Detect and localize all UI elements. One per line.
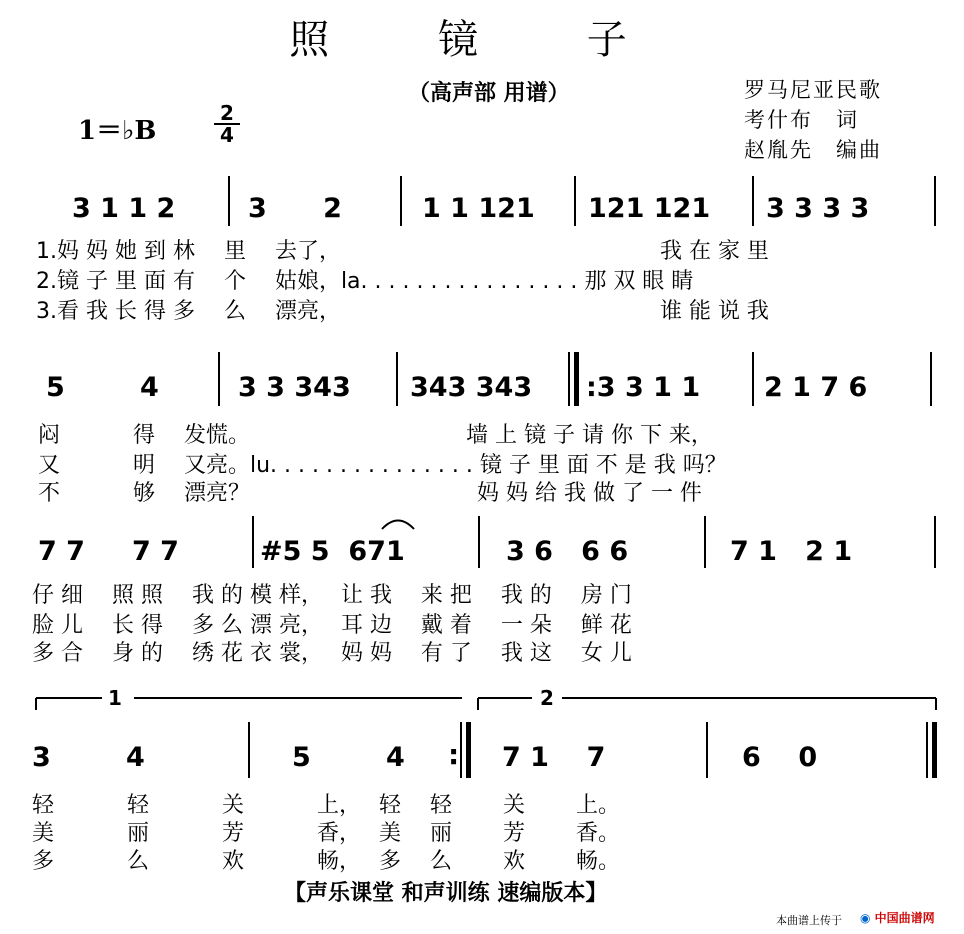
barline xyxy=(706,722,708,778)
barline xyxy=(218,352,220,406)
subtitle: （高声部 用谱） xyxy=(408,81,570,106)
barline xyxy=(574,176,576,226)
lyric-line: 美 丽 芳 香， 美 丽 芳 香。 xyxy=(32,821,620,846)
final-bar-thick xyxy=(932,722,937,778)
repeat-start-thick xyxy=(574,352,579,406)
time-denominator: 4 xyxy=(220,123,234,147)
key-signature: 1＝♭B xyxy=(78,116,157,146)
repeat-end-thin xyxy=(460,722,462,778)
barline xyxy=(704,516,706,568)
page-title: 照 镜 子 xyxy=(289,17,675,63)
measure-1-1: 3 1 1 2 xyxy=(72,193,176,224)
measure-3-4: 7 1 2 1 xyxy=(730,536,853,567)
site-logo xyxy=(860,909,935,926)
measure-2-3: 343 343 xyxy=(410,372,533,403)
measure-3-2: #5 5 671 xyxy=(260,536,405,567)
lyric-line: 3.看 我 长 得 多 么 漂亮， 谁 能 说 我 xyxy=(36,299,769,324)
time-numerator: 2 xyxy=(220,101,234,125)
barline xyxy=(252,516,254,568)
barline xyxy=(396,352,398,406)
logo-icon: ◉ xyxy=(860,911,871,925)
barline xyxy=(930,352,932,406)
slur-mark xyxy=(380,516,416,530)
time-signature xyxy=(214,101,240,147)
measure-1-2: 3 2 xyxy=(248,193,342,224)
repeat-start-thin xyxy=(568,352,570,406)
lyric-line: 2.镜 子 里 面 有 个 姑娘，la. . . . . . . . . . . . . . . . 那 双 眼 睛 xyxy=(36,269,694,294)
barline xyxy=(752,352,754,406)
barline xyxy=(934,176,936,226)
barline xyxy=(478,516,480,568)
barline xyxy=(248,722,250,778)
lyric-line: 不 够 漂亮？ 妈 妈 给 我 做 了 一 件 xyxy=(38,481,702,506)
barline xyxy=(228,176,230,226)
measure-2-5: 2 1 7 6 xyxy=(764,372,868,403)
volta-2-label: 2 xyxy=(540,686,554,710)
measure-3-3: 3 6 6 6 xyxy=(506,536,629,567)
credit-origin: 罗马尼亚民歌 xyxy=(744,78,882,102)
lyric-line: 轻 轻 关 上， 轻 轻 关 上。 xyxy=(32,793,620,818)
measure-4-4: 6 0 xyxy=(742,742,818,773)
volta-1-label: 1 xyxy=(108,686,122,710)
repeat-end-colon: : xyxy=(448,738,460,771)
lyric-line: 多 合 身 的 绣 花 衣 裳， 妈 妈 有 了 我 这 女 儿 xyxy=(32,641,632,666)
measure-1-5: 3 3 3 3 xyxy=(766,193,870,224)
lyric-line: 多 么 欢 畅， 多 么 欢 畅。 xyxy=(32,849,620,874)
footer-caption: 【声乐课堂 和声训练 速编版本】 xyxy=(284,881,608,906)
measure-4-1: 3 4 xyxy=(32,742,145,773)
measure-2-1: 5 4 xyxy=(46,372,159,403)
final-bar-thin xyxy=(926,722,928,778)
lyric-line: 脸 儿 长 得 多 么 漂 亮， 耳 边 戴 着 一 朵 鲜 花 xyxy=(32,613,632,638)
barline xyxy=(934,516,936,568)
repeat-end-thick xyxy=(466,722,471,778)
credit-lyricist: 考什布 词 xyxy=(744,108,859,132)
measure-1-4: 121 121 xyxy=(588,193,711,224)
lyric-line: 闷 得 发慌。 墙 上 镜 子 请 你 下 来， xyxy=(38,423,713,448)
measure-2-4: :3 3 1 1 xyxy=(586,372,701,403)
logo-text: 中国曲谱网 xyxy=(874,911,935,925)
measure-4-3: 7 1 7 xyxy=(502,742,606,773)
upload-note: 本曲谱上传于 xyxy=(776,914,842,927)
measure-1-3: 1 1 121 xyxy=(422,193,535,224)
lyric-line: 1.妈 妈 她 到 林 里 去了， 我 在 家 里 xyxy=(36,239,769,264)
barline xyxy=(752,176,754,226)
measure-2-2: 3 3 343 xyxy=(238,372,351,403)
measure-4-2: 5 4 xyxy=(292,742,405,773)
lyric-line: 又 明 又亮。lu. . . . . . . . . . . . . . . 镜 子 里 面 不 是 我 吗？ xyxy=(38,453,727,478)
volta-brackets xyxy=(30,688,950,712)
measure-3-1: 7 7 7 7 xyxy=(38,536,179,567)
credit-arranger: 赵胤先 编曲 xyxy=(744,138,882,162)
barline xyxy=(400,176,402,226)
lyric-line: 仔 细 照 照 我 的 模 样， 让 我 来 把 我 的 房 门 xyxy=(32,583,632,608)
